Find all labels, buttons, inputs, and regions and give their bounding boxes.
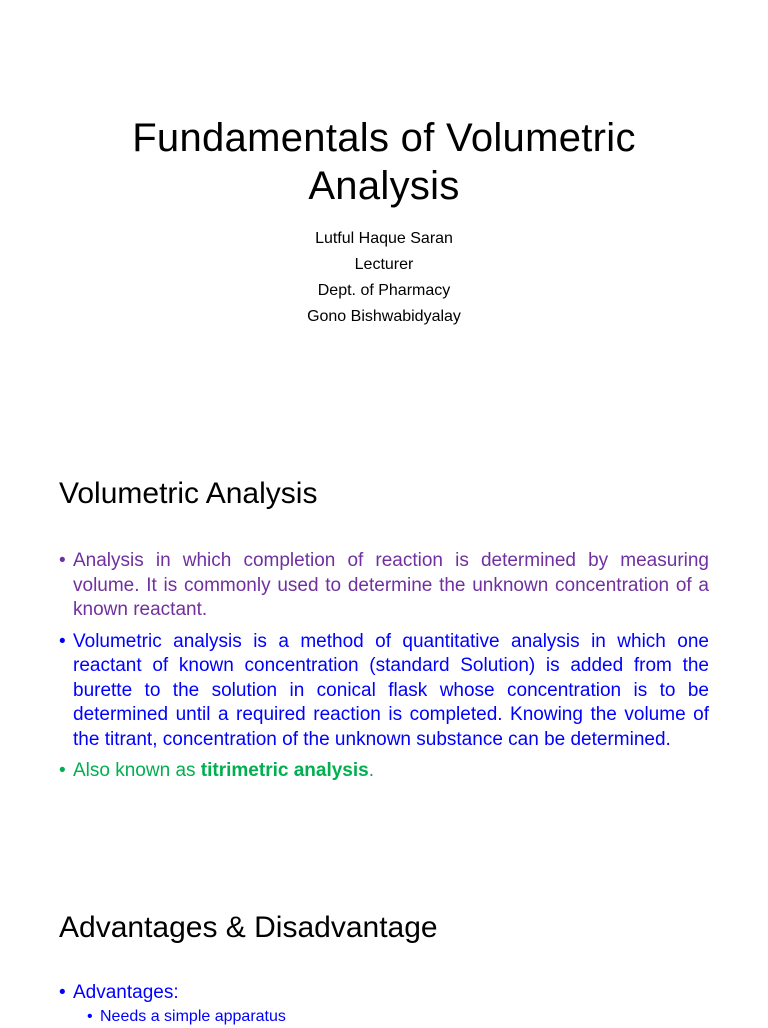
aka-suffix: . — [368, 760, 374, 781]
bullet-text: Analysis in which completion of reaction is determined by measuring volume. It is commonly used to determine the unknown concentration of a known reactant. — [73, 550, 709, 620]
volumetric-analysis-slide — [0, 432, 768, 864]
sub-bullet-text: Needs a simple apparatus — [100, 1008, 286, 1025]
sub-bullet-item — [87, 1006, 707, 1028]
bullet-item — [59, 759, 709, 784]
slide-heading: Advantages & Disadvantage — [59, 911, 438, 944]
aka-term: titrimetric analysis — [200, 760, 369, 781]
author-department: Dept. of Pharmacy — [317, 282, 451, 299]
author-institution: Gono Bishwabidyalay — [307, 308, 461, 325]
advantages-slide — [0, 864, 768, 1024]
author-info — [0, 226, 768, 330]
author-position: Lecturer — [354, 256, 414, 273]
bullet-item — [59, 549, 709, 623]
bullet-item — [59, 630, 709, 753]
aka-prefix: Also known as — [73, 760, 201, 781]
bullet-text: Volumetric analysis is a method of quantitative analysis in which one reactant of known concentration (standard Solution) is added from the burette to the solution in conical flask whose concentration is to be determined until a required reaction is completed. Knowing the volume of the titrant, concentration of the unknown substance can be determined. — [73, 630, 709, 750]
author-name: Lutful Haque Saran — [315, 230, 453, 247]
advantages-label: Advantages: — [73, 982, 179, 1003]
bullet-dot-icon: • — [59, 982, 66, 1003]
bullet-dot-icon: • — [59, 760, 66, 781]
bullet-dot-icon: • — [59, 550, 66, 571]
title-slide — [0, 0, 768, 432]
sub-bullet-list — [87, 1006, 707, 1028]
slide-heading: Volumetric Analysis — [59, 477, 318, 510]
presentation-title: Fundamentals of Volumetric Analysis — [132, 116, 636, 208]
bullet-dot-icon: • — [59, 630, 66, 652]
bullet-list — [59, 549, 709, 791]
bullet-item — [59, 981, 709, 1006]
bullet-dot-icon: • — [87, 1008, 93, 1025]
